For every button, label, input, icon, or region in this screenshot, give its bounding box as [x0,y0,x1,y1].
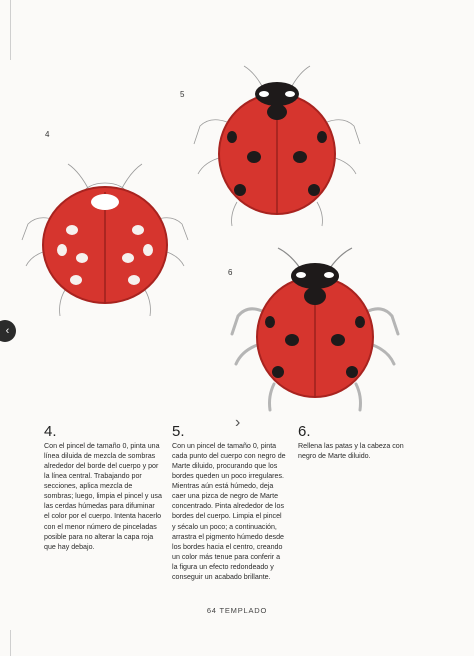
step-4-number: 4. [44,423,57,440]
step-5-text: Con un pincel de tamaño 0, pinta cada punto del cuerpo con negro de Marte diluido, procurando que los bordes queden un poco irregulares. Mientras aún está húmedo, deja caer una pizca de negro de Marte concentrado. Pinta alrededor de los bordes del cuerpo. Limpia el pincel y sécalo un poco; a continuación, arrastra el pigmento húmedo desde los bordes hacia el centro, creando un color más tenue para conferir a la figura un efecto redondeado y conseguir un acabado brillante. [172,442,286,581]
step-5-label: 5 [180,90,185,99]
step-5-number: 5. [172,423,185,440]
page-footer: 64 TEMPLADO [206,606,268,615]
step-6-number: 6. [298,423,311,440]
step-4-column [44,424,162,552]
ladybug-step-4-illustration [20,150,190,320]
chevron-left-icon: ‹ [5,325,10,337]
ladybug-step-5-illustration [192,62,362,227]
step-6-text: Rellena las patas y la cabeza con negro de Marte diluido. [298,442,404,461]
page-edge-line-bottom [10,630,11,656]
ladybug-step-6-illustration [228,242,403,414]
page-edge-line-top [10,0,11,60]
step-4-label: 4 [45,130,50,139]
chevron-right-icon: › [235,414,241,431]
step-5-column [172,424,287,582]
step-4-text: Con el pincel de tamaño 0, pinta una línea diluida de mezcla de sombras alrededor del borde del cuerpo y por la línea central. Trabajando por secciones, aplica mezcla de sombras; luego, limpia el pincel y usa las cerdas húmedas para difuminar el color por el cuerpo. Intenta hacerlo con el menor número de pinceladas posible para no alterar la capa roja que hay debajo. [44,442,162,551]
step-6-column [298,424,406,461]
previous-page-button[interactable] [0,320,16,342]
step-6-label: 6 [228,268,233,277]
